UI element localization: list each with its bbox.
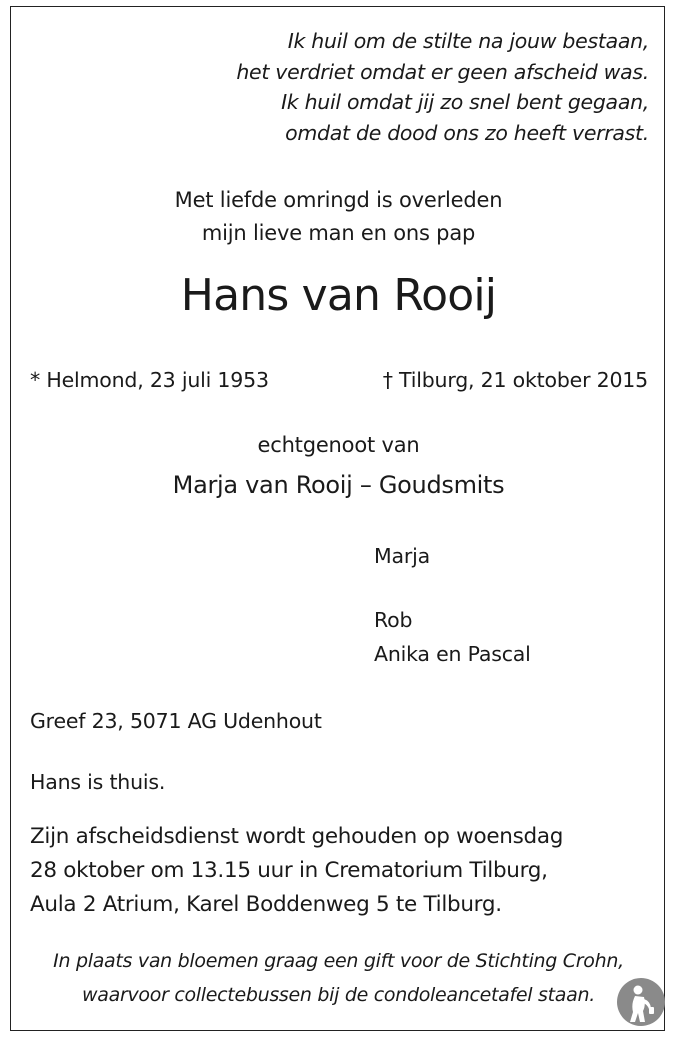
family-member: Marja [374, 544, 430, 568]
spouse-name: Marja van Rooij – Goudsmits [172, 471, 505, 499]
poem-line: omdat de dood ons zo heeft verrast. [285, 120, 649, 145]
figure-emblem-icon [616, 977, 666, 1027]
address: Greef 23, 5071 AG Udenhout [30, 709, 322, 733]
donation-line: In plaats van bloemen graag een gift voor de Stichting Crohn, [53, 950, 624, 972]
intro-text [0, 184, 677, 250]
intro-line: Met liefde omringd is overleden [174, 188, 503, 212]
service-line: 28 oktober om 13.15 uur in Crematorium Tilburg, [30, 858, 548, 883]
birth-date: * Helmond, 23 juli 1953 [30, 368, 269, 392]
family-member: Anika en Pascal [374, 642, 531, 666]
intro-line: mijn lieve man en ons pap [201, 221, 476, 245]
home-note: Hans is thuis. [30, 770, 166, 794]
poem-line: Ik huil om de stilte na jouw bestaan, [287, 29, 649, 53]
service-line: Aula 2 Atrium, Karel Boddenweg 5 te Tilburg. [30, 892, 502, 917]
service-details [30, 820, 563, 922]
donation-note [0, 944, 677, 1012]
family-member: Rob [374, 608, 413, 632]
death-date: † Tilburg, 21 oktober 2015 [382, 368, 648, 392]
poem [236, 26, 649, 148]
deceased-name: Hans van Rooij [180, 270, 497, 321]
spouse-label: echtgenoot van [257, 433, 420, 457]
poem-line: het verdriet omdat er geen afscheid was. [236, 59, 649, 84]
poem-line: Ik huil omdat jij zo snel bent gegaan, [281, 90, 649, 114]
donation-line: waarvoor collectebussen bij de condoleancetafel staan. [82, 984, 595, 1006]
service-line: Zijn afscheidsdienst wordt gehouden op woensdag [30, 824, 564, 849]
family-list [374, 539, 531, 671]
